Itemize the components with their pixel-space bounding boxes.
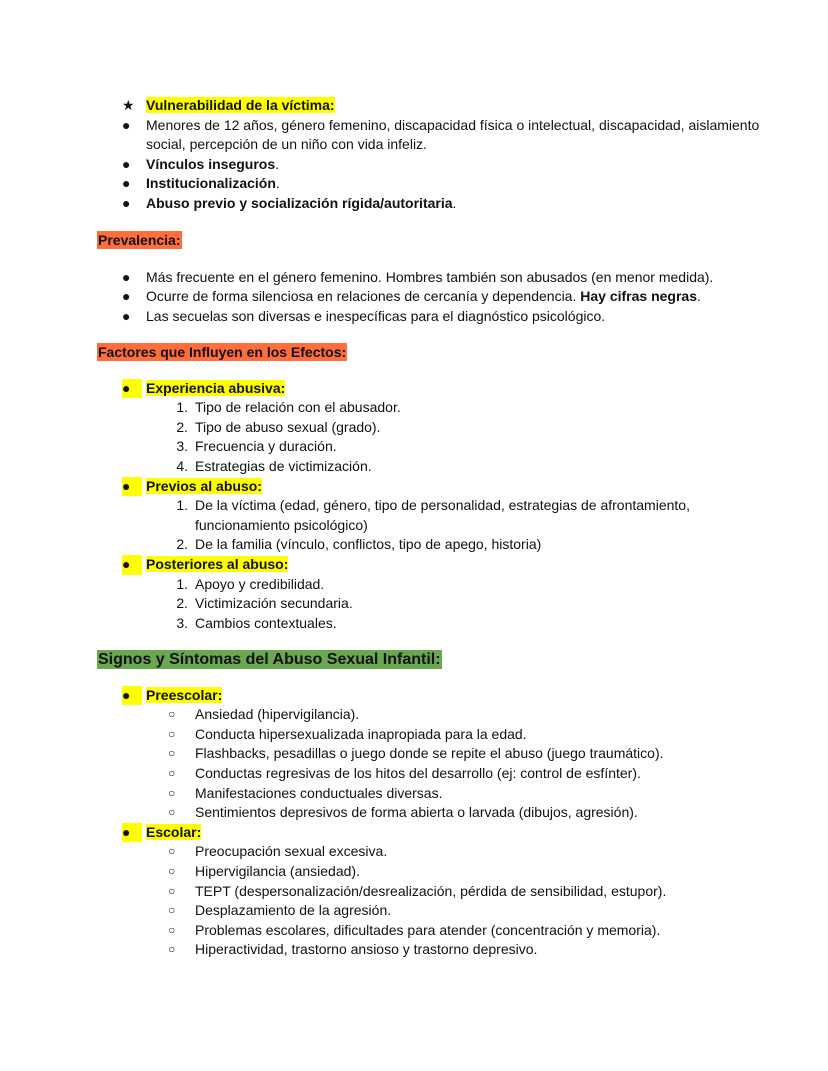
- bullet-icon: ●: [122, 116, 131, 133]
- factors-heading: Factores que Influyen en los Efectos:: [98, 344, 347, 360]
- bullet-icon: ●: [122, 477, 142, 497]
- bullet-icon: ●: [122, 379, 142, 399]
- list-item: ● Menores de 12 años, género femenino, discapacidad física o intelectual, discapacidad, aislamiento social, percepción de un niño con vida infeliz.: [122, 116, 760, 153]
- list-item: ● Institucionalización.: [0, 174, 766, 194]
- list-item: ○ Problemas escolares, dificultades para atender (concentración y memoria).: [0, 921, 755, 941]
- circle-bullet-icon: ○: [168, 903, 176, 918]
- list-item: ○ Sentimientos depresivos de forma abierta o larvada (dibujos, agresión).: [0, 803, 755, 823]
- list-item: 1. Tipo de relación con el abusador.: [176, 399, 401, 416]
- vulnerability-section: [0, 96, 828, 214]
- signs-group: ● Preescolar:: [0, 686, 766, 706]
- circle-bullet-icon: ○: [168, 785, 176, 800]
- list-item: ○ Conducta hipersexualizada inapropiada para la edad.: [0, 725, 755, 745]
- list-item: ● Las secuelas son diversas e inespecíficas para el diagnóstico psicológico.: [0, 307, 766, 327]
- list-item: 4. Estrategias de victimización.: [176, 457, 372, 474]
- list-item: ○ Hipervigilancia (ansiedad).: [0, 862, 755, 882]
- list-item: 3. Frecuencia y duración.: [176, 438, 337, 455]
- list-item: ○ Hiperactividad, trastorno ansioso y trastorno depresivo.: [0, 940, 755, 960]
- bullet-icon: ●: [122, 155, 131, 172]
- bullet-icon: ●: [122, 307, 131, 324]
- signs-section: [0, 650, 828, 960]
- circle-bullet-icon: ○: [168, 726, 176, 741]
- list-item: ● Ocurre de forma silenciosa en relaciones de cercanía y dependencia. Hay cifras negras.: [0, 287, 786, 307]
- list-item: ○ Desplazamiento de la agresión.: [0, 901, 755, 921]
- circle-bullet-icon: ○: [168, 765, 176, 780]
- list-item: 1. Apoyo y credibilidad.: [176, 575, 325, 592]
- list-item: ● Más frecuente en el género femenino. Hombres también son abusados (en menor medida).: [0, 268, 766, 288]
- circle-bullet-icon: ○: [168, 922, 176, 937]
- circle-bullet-icon: ○: [168, 746, 176, 761]
- list-item: ○ Preocupación sexual excesiva.: [0, 842, 755, 862]
- list-item: 2. De la familia (vínculo, conflictos, tipo de apego, historia): [176, 536, 542, 553]
- list-item: 2. Tipo de abuso sexual (grado).: [176, 418, 381, 435]
- list-item: ○ Conductas regresivas de los hitos del desarrollo (ej: control de esfínter).: [0, 764, 755, 784]
- bullet-icon: ●: [122, 288, 131, 305]
- circle-bullet-icon: ○: [168, 707, 176, 722]
- list-item: ○ Flashbacks, pesadillas o juego donde se repite el abuso (juego traumático).: [0, 744, 755, 764]
- prevalence-heading: Prevalencia:: [98, 232, 181, 248]
- circle-bullet-icon: ○: [168, 863, 176, 878]
- signs-heading: Signos y Síntomas del Abuso Sexual Infantil:: [98, 651, 441, 668]
- factor-group: ● Posteriores al abuso:: [0, 555, 766, 575]
- list-item: ○ TEPT (despersonalización/desrealización, pérdida de sensibilidad, estupor).: [0, 882, 755, 902]
- list-item: ○ Manifestaciones conductuales diversas.: [0, 784, 755, 804]
- bullet-icon: ●: [122, 686, 142, 706]
- list-item: ● Vínculos inseguros.: [0, 155, 766, 175]
- factor-group: ● Experiencia abusiva:: [0, 379, 766, 399]
- list-item: 2. Victimización secundaria.: [176, 595, 353, 612]
- bullet-icon: ●: [122, 194, 131, 211]
- bullet-icon: ●: [122, 175, 131, 192]
- circle-bullet-icon: ○: [168, 805, 176, 820]
- bullet-icon: ●: [122, 268, 131, 285]
- prevalence-section: [0, 231, 828, 326]
- list-item: ○ Ansiedad (hipervigilancia).: [0, 705, 755, 725]
- star-icon: ★: [122, 97, 135, 113]
- vulnerability-heading: ★ Vulnerabilidad de la víctima:: [0, 96, 766, 116]
- list-item: ● Abuso previo y socialización rígida/autoritaria.: [0, 194, 766, 214]
- signs-group: ● Escolar:: [0, 823, 766, 843]
- bullet-icon: ●: [122, 823, 142, 843]
- circle-bullet-icon: ○: [168, 844, 176, 859]
- circle-bullet-icon: ○: [168, 883, 176, 898]
- bullet-icon: ●: [122, 555, 142, 575]
- circle-bullet-icon: ○: [168, 942, 176, 957]
- list-item: 1. De la víctima (edad, género, tipo de personalidad, estrategias de afrontamiento, funcionamiento psicológico): [176, 497, 690, 533]
- factors-section: [0, 343, 828, 633]
- factor-group: ● Previos al abuso:: [0, 477, 766, 497]
- list-item: 3. Cambios contextuales.: [176, 614, 337, 631]
